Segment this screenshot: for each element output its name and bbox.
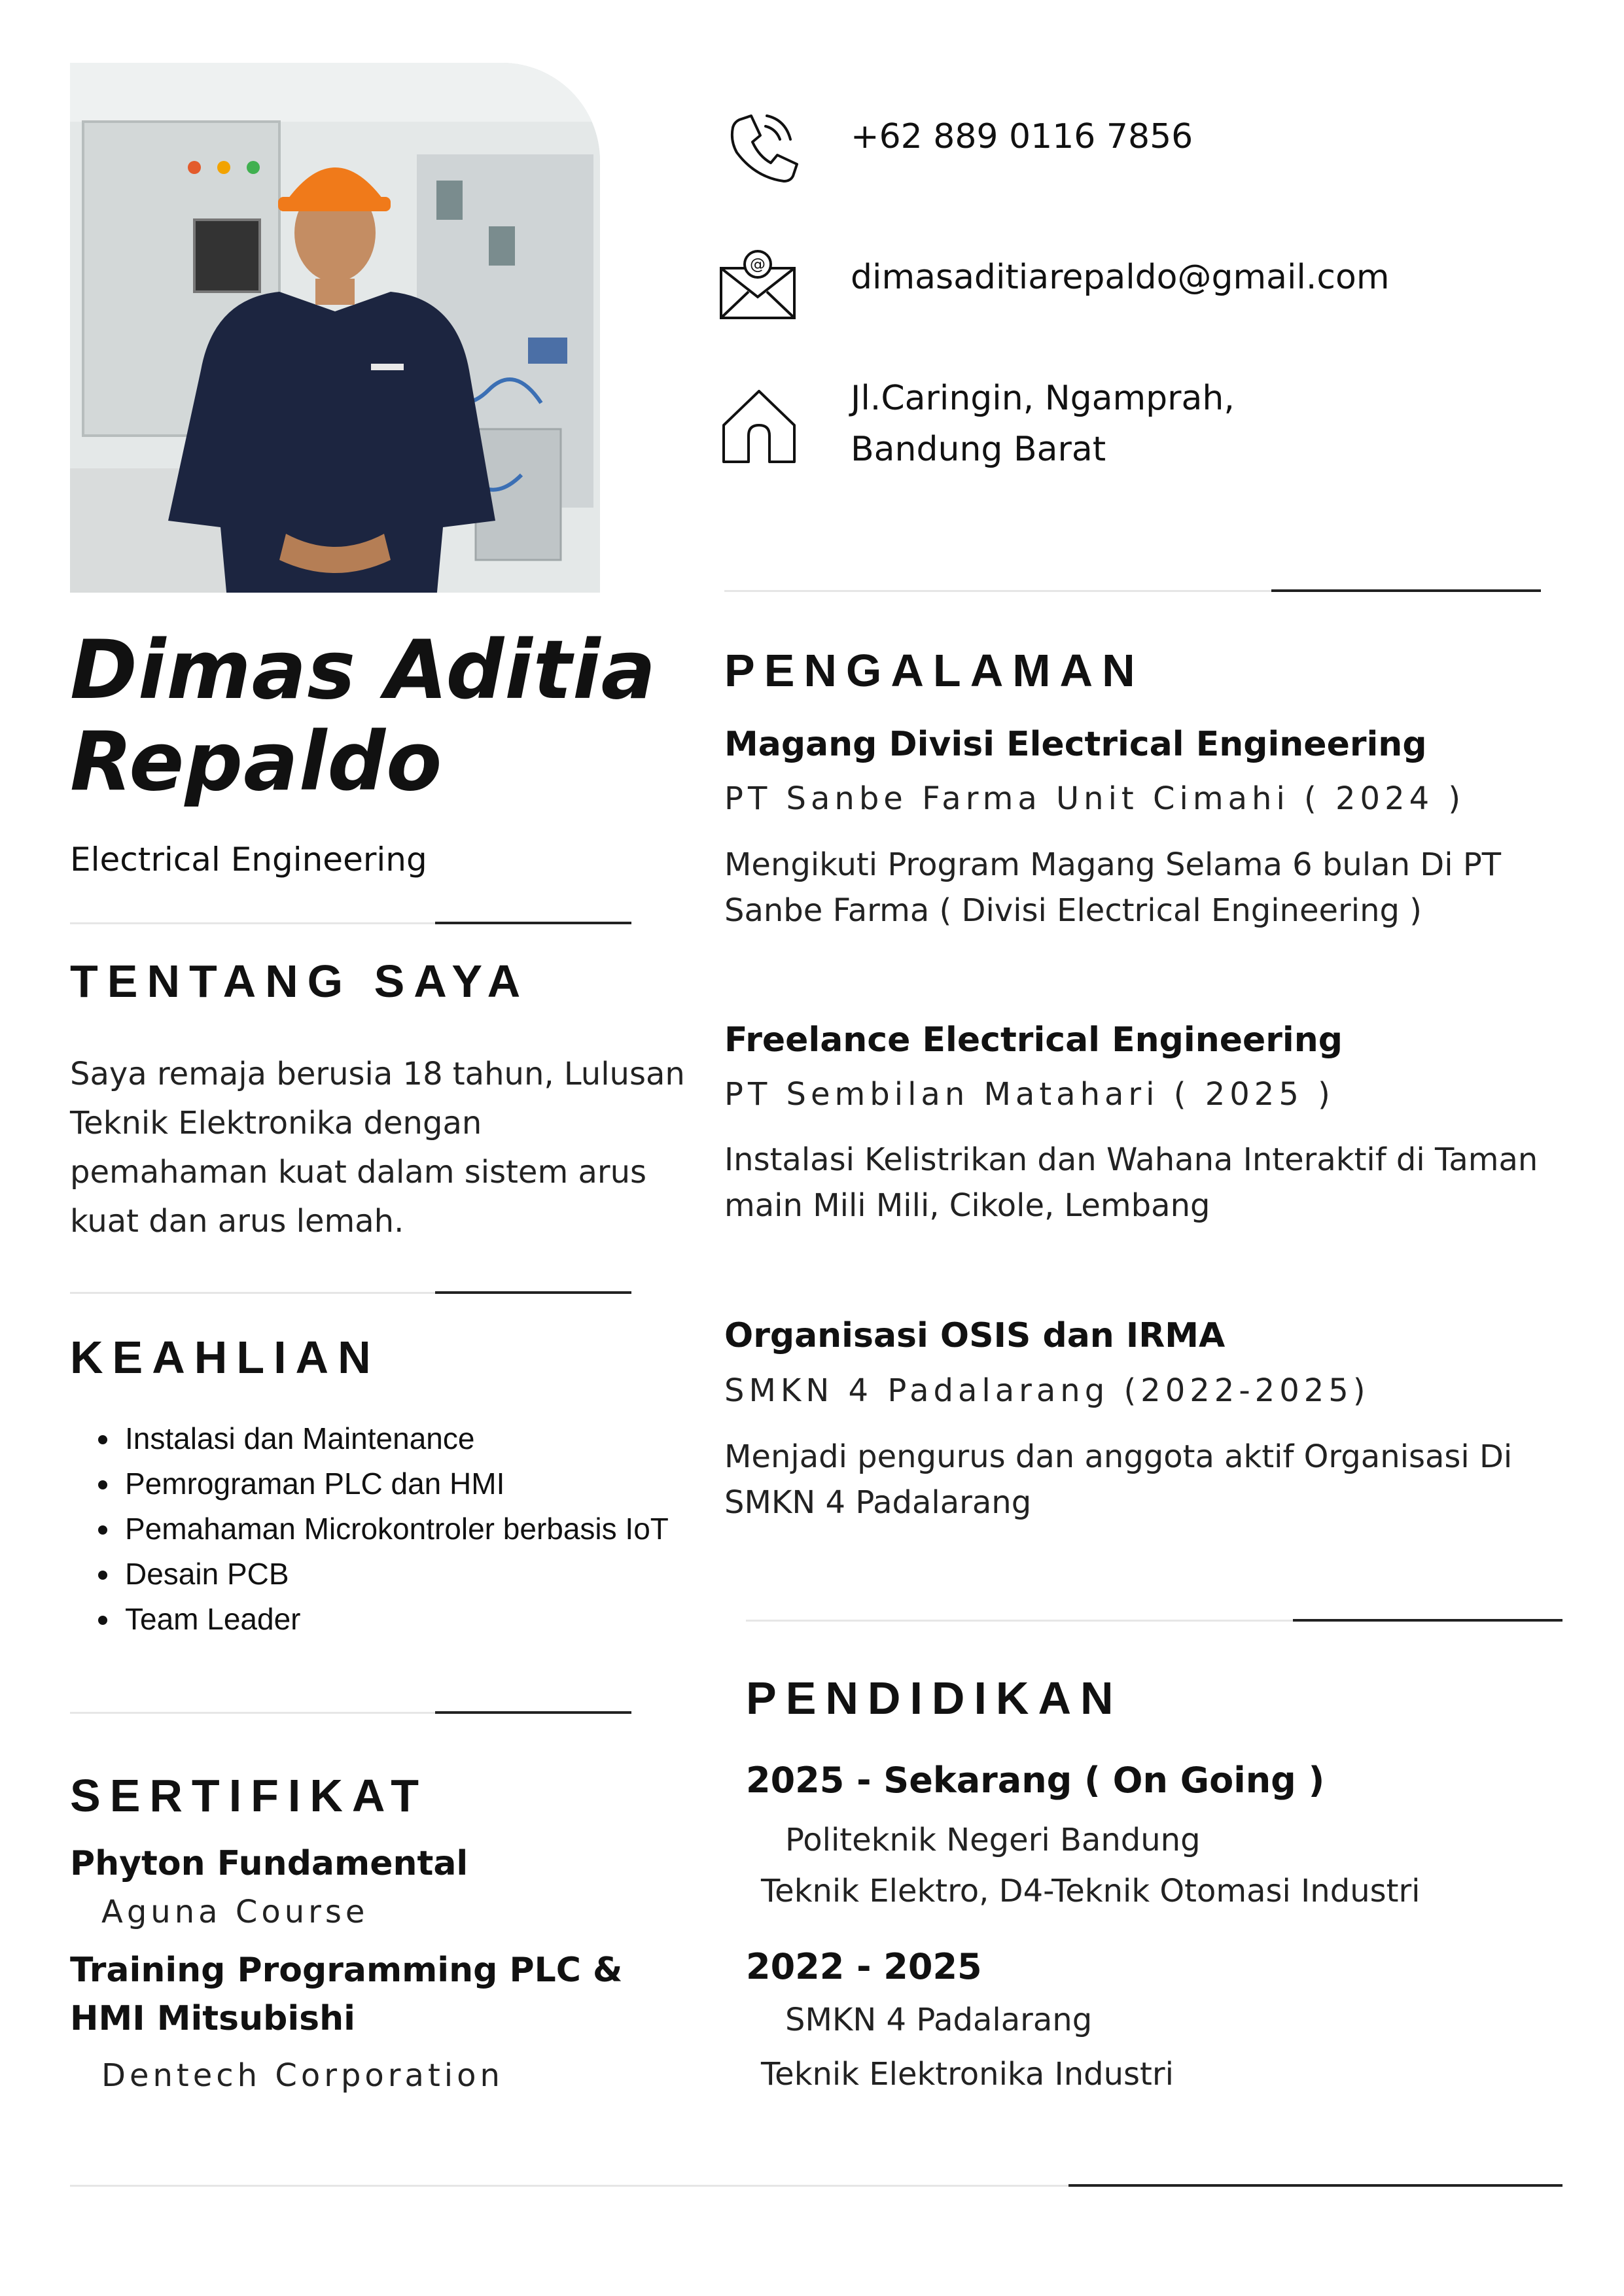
address: [851, 373, 1235, 475]
home-icon: [720, 386, 798, 464]
job-title: Organisasi OSIS dan IRMA: [724, 1316, 1226, 1355]
list-item: • Pemrograman PLC dan HMI: [121, 1461, 736, 1506]
name-line-2: Repaldo: [70, 715, 443, 809]
divider-accent: [1293, 1619, 1562, 1622]
certificate-title: Phyton Fundamental: [70, 1844, 468, 1883]
list-item: • Desain PCB: [121, 1552, 736, 1597]
email-address[interactable]: dimasaditiarepaldo@gmail.com: [851, 258, 1390, 297]
education-years: 2022 - 2025: [746, 1946, 982, 1987]
certificates-title: SERTIFIKAT: [70, 1770, 429, 1821]
job-description: Mengikuti Program Magang Selama 6 bulan Di PT Sanbe Farma ( Divisi Electrical Engineering ): [724, 846, 1502, 929]
list-item: • Team Leader: [121, 1597, 736, 1642]
divider-accent: [435, 1711, 631, 1714]
email-icon: [718, 249, 797, 327]
education-title: PENDIDIKAN: [746, 1673, 1123, 1724]
job-role: Electrical Engineering: [70, 841, 427, 878]
certificate-title: Training Programming PLC & HMI Mitsubishi: [70, 1951, 623, 2038]
divider-accent: [435, 1291, 631, 1294]
svg-text:@: @: [750, 255, 766, 273]
skills-list: [72, 1416, 736, 1642]
job-company: PT Sembilan Matahari ( 2025 ): [724, 1076, 1335, 1113]
skills-title: KEAHLIAN: [70, 1332, 380, 1383]
divider-accent: [1068, 2184, 1562, 2187]
list-item: • Instalasi dan Maintenance: [121, 1416, 736, 1461]
phone-number[interactable]: +62 889 0116 7856: [851, 117, 1193, 156]
name-line-1: Dimas Aditia: [70, 623, 657, 718]
address-line-2: Bandung Barat: [851, 430, 1106, 469]
education-years: 2025 - Sekarang ( On Going ): [746, 1760, 1325, 1801]
experience-title: PENGALAMAN: [724, 645, 1144, 696]
list-item: • Pemahaman Microkontroler berbasis IoT: [121, 1506, 736, 1552]
job-description: Menjadi pengurus dan anggota aktif Organisasi Di SMKN 4 Padalarang: [724, 1438, 1513, 1521]
profile-photo: [70, 63, 600, 593]
job-company: PT Sanbe Farma Unit Cimahi ( 2024 ): [724, 780, 1466, 817]
job-description: Instalasi Kelistrikan dan Wahana Interaktif di Taman main Mili Mili, Cikole, Lembang: [724, 1141, 1538, 1224]
about-title: TENTANG SAYA: [70, 956, 530, 1007]
education-school: SMKN 4 Padalarang: [785, 2002, 1093, 2038]
job-title: Freelance Electrical Engineering: [724, 1020, 1343, 1060]
job-title: Magang Divisi Electrical Engineering: [724, 725, 1427, 764]
phone-icon: [720, 108, 798, 186]
full-name: [70, 625, 685, 808]
about-text: Saya remaja berusia 18 tahun, Lulusan Teknik Elektronika dengan pemahaman kuat dalam sistem arus kuat dan arus lemah.: [70, 1056, 685, 1240]
education-program: Teknik Elektronika Industri: [761, 2056, 1174, 2093]
job-company: SMKN 4 Padalarang (2022-2025): [724, 1372, 1370, 1409]
education-school: Politeknik Negeri Bandung: [785, 1822, 1201, 1858]
certificate-org: Dentech Corporation: [101, 2057, 504, 2094]
divider-accent: [435, 922, 631, 924]
address-line-1: Jl.Caringin, Ngamprah,: [851, 379, 1235, 418]
divider-accent: [1271, 589, 1541, 592]
certificate-org: Aguna Course: [101, 1894, 369, 1930]
education-program: Teknik Elektro, D4-Teknik Otomasi Industri: [761, 1873, 1421, 1909]
